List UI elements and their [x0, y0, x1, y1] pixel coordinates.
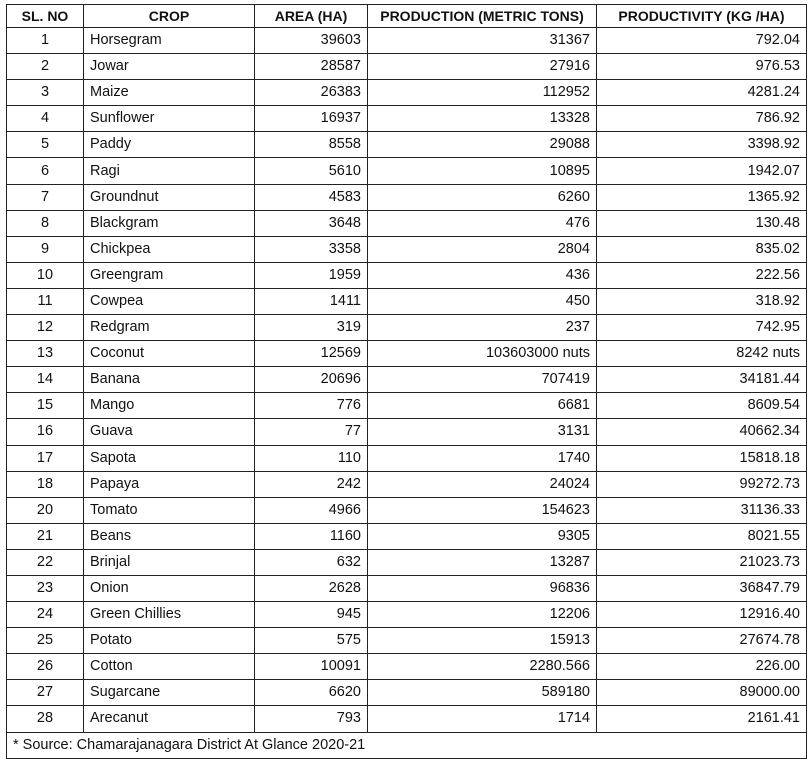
cell-area: 39603	[255, 28, 368, 54]
source-footnote: * Source: Chamarajanagara District At Glance 2020-21	[7, 732, 807, 758]
cell-productivity: 21023.73	[597, 549, 807, 575]
cell-crop: Sugarcane	[84, 680, 255, 706]
cell-productivity: 1942.07	[597, 158, 807, 184]
cell-production: 9305	[368, 523, 597, 549]
cell-production: 450	[368, 288, 597, 314]
cell-area: 575	[255, 628, 368, 654]
cell-productivity: 786.92	[597, 106, 807, 132]
cell-production: 1740	[368, 445, 597, 471]
cell-productivity: 226.00	[597, 654, 807, 680]
cell-sl-no: 18	[7, 471, 84, 497]
table-row	[7, 132, 807, 158]
cell-crop: Chickpea	[84, 236, 255, 262]
cell-sl-no: 23	[7, 575, 84, 601]
cell-crop: Tomato	[84, 497, 255, 523]
header-productivity: PRODUCTIVITY (KG /HA)	[597, 5, 807, 28]
cell-area: 945	[255, 602, 368, 628]
table-row	[7, 367, 807, 393]
table-header	[7, 5, 807, 28]
cell-production: 27916	[368, 54, 597, 80]
table-row	[7, 654, 807, 680]
cell-productivity: 2161.41	[597, 706, 807, 732]
cell-production: 13328	[368, 106, 597, 132]
cell-productivity: 99272.73	[597, 471, 807, 497]
cell-productivity: 8242 nuts	[597, 341, 807, 367]
cell-crop: Sapota	[84, 445, 255, 471]
cell-crop: Cotton	[84, 654, 255, 680]
cell-crop: Groundnut	[84, 184, 255, 210]
header-area: AREA (HA)	[255, 5, 368, 28]
cell-sl-no: 27	[7, 680, 84, 706]
cell-crop: Mango	[84, 393, 255, 419]
table-row	[7, 28, 807, 54]
cell-area: 4583	[255, 184, 368, 210]
cell-sl-no: 15	[7, 393, 84, 419]
table-row	[7, 419, 807, 445]
cell-production: 24024	[368, 471, 597, 497]
cell-productivity: 36847.79	[597, 575, 807, 601]
cell-crop: Onion	[84, 575, 255, 601]
cell-area: 6620	[255, 680, 368, 706]
cell-area: 1959	[255, 262, 368, 288]
cell-area: 4966	[255, 497, 368, 523]
cell-crop: Greengram	[84, 262, 255, 288]
cell-productivity: 318.92	[597, 288, 807, 314]
cell-sl-no: 5	[7, 132, 84, 158]
cell-sl-no: 25	[7, 628, 84, 654]
cell-productivity: 31136.33	[597, 497, 807, 523]
crop-statistics-table	[6, 4, 807, 759]
cell-productivity: 742.95	[597, 315, 807, 341]
table-row	[7, 445, 807, 471]
table-row	[7, 80, 807, 106]
cell-area: 319	[255, 315, 368, 341]
cell-production: 154623	[368, 497, 597, 523]
cell-productivity: 976.53	[597, 54, 807, 80]
cell-crop: Redgram	[84, 315, 255, 341]
table-row	[7, 341, 807, 367]
cell-area: 77	[255, 419, 368, 445]
cell-production: 13287	[368, 549, 597, 575]
header-production: PRODUCTION (METRIC TONS)	[368, 5, 597, 28]
cell-crop: Arecanut	[84, 706, 255, 732]
cell-crop: Guava	[84, 419, 255, 445]
cell-area: 28587	[255, 54, 368, 80]
cell-sl-no: 13	[7, 341, 84, 367]
cell-area: 16937	[255, 106, 368, 132]
cell-sl-no: 22	[7, 549, 84, 575]
table-footer	[7, 732, 807, 758]
cell-production: 12206	[368, 602, 597, 628]
cell-area: 2628	[255, 575, 368, 601]
cell-sl-no: 10	[7, 262, 84, 288]
cell-productivity: 40662.34	[597, 419, 807, 445]
cell-production: 476	[368, 210, 597, 236]
cell-crop: Beans	[84, 523, 255, 549]
table-row	[7, 628, 807, 654]
table-row	[7, 549, 807, 575]
table-row	[7, 106, 807, 132]
cell-production: 3131	[368, 419, 597, 445]
cell-crop: Ragi	[84, 158, 255, 184]
table-row	[7, 523, 807, 549]
cell-productivity: 8609.54	[597, 393, 807, 419]
cell-sl-no: 1	[7, 28, 84, 54]
table-row	[7, 471, 807, 497]
cell-sl-no: 26	[7, 654, 84, 680]
cell-crop: Green Chillies	[84, 602, 255, 628]
header-sl-no: SL. NO	[7, 5, 84, 28]
cell-productivity: 792.04	[597, 28, 807, 54]
cell-productivity: 222.56	[597, 262, 807, 288]
cell-sl-no: 2	[7, 54, 84, 80]
cell-sl-no: 21	[7, 523, 84, 549]
cell-area: 1160	[255, 523, 368, 549]
table-row	[7, 602, 807, 628]
cell-production: 15913	[368, 628, 597, 654]
cell-area: 632	[255, 549, 368, 575]
cell-area: 1411	[255, 288, 368, 314]
cell-crop: Papaya	[84, 471, 255, 497]
cell-production: 96836	[368, 575, 597, 601]
table-row	[7, 184, 807, 210]
table-row	[7, 158, 807, 184]
table-row	[7, 575, 807, 601]
table-row	[7, 236, 807, 262]
cell-area: 5610	[255, 158, 368, 184]
cell-sl-no: 3	[7, 80, 84, 106]
table-row	[7, 262, 807, 288]
cell-sl-no: 6	[7, 158, 84, 184]
cell-production: 1714	[368, 706, 597, 732]
cell-productivity: 1365.92	[597, 184, 807, 210]
cell-crop: Banana	[84, 367, 255, 393]
cell-area: 20696	[255, 367, 368, 393]
cell-production: 112952	[368, 80, 597, 106]
cell-productivity: 835.02	[597, 236, 807, 262]
table-row	[7, 54, 807, 80]
cell-sl-no: 7	[7, 184, 84, 210]
cell-productivity: 27674.78	[597, 628, 807, 654]
cell-sl-no: 12	[7, 315, 84, 341]
cell-productivity: 12916.40	[597, 602, 807, 628]
cell-productivity: 130.48	[597, 210, 807, 236]
cell-crop: Paddy	[84, 132, 255, 158]
header-crop: CROP	[84, 5, 255, 28]
header-row	[7, 5, 807, 28]
cell-production: 103603000 nuts	[368, 341, 597, 367]
cell-area: 10091	[255, 654, 368, 680]
cell-area: 242	[255, 471, 368, 497]
cell-sl-no: 17	[7, 445, 84, 471]
cell-sl-no: 11	[7, 288, 84, 314]
cell-production: 10895	[368, 158, 597, 184]
table-body	[7, 28, 807, 733]
cell-production: 6260	[368, 184, 597, 210]
cell-sl-no: 28	[7, 706, 84, 732]
table-row	[7, 393, 807, 419]
cell-crop: Brinjal	[84, 549, 255, 575]
cell-productivity: 3398.92	[597, 132, 807, 158]
cell-crop: Maize	[84, 80, 255, 106]
cell-area: 26383	[255, 80, 368, 106]
cell-sl-no: 20	[7, 497, 84, 523]
table-row	[7, 210, 807, 236]
cell-sl-no: 24	[7, 602, 84, 628]
cell-production: 589180	[368, 680, 597, 706]
table-row	[7, 680, 807, 706]
cell-productivity: 15818.18	[597, 445, 807, 471]
cell-area: 8558	[255, 132, 368, 158]
cell-crop: Sunflower	[84, 106, 255, 132]
cell-crop: Blackgram	[84, 210, 255, 236]
table-row	[7, 288, 807, 314]
cell-productivity: 34181.44	[597, 367, 807, 393]
table-row	[7, 315, 807, 341]
cell-area: 110	[255, 445, 368, 471]
cell-sl-no: 9	[7, 236, 84, 262]
cell-crop: Horsegram	[84, 28, 255, 54]
cell-sl-no: 16	[7, 419, 84, 445]
footnote-row	[7, 732, 807, 758]
cell-crop: Jowar	[84, 54, 255, 80]
cell-production: 237	[368, 315, 597, 341]
cell-sl-no: 14	[7, 367, 84, 393]
cell-production: 707419	[368, 367, 597, 393]
cell-productivity: 8021.55	[597, 523, 807, 549]
cell-sl-no: 4	[7, 106, 84, 132]
table-row	[7, 497, 807, 523]
table-row	[7, 706, 807, 732]
cell-production: 2804	[368, 236, 597, 262]
cell-crop: Cowpea	[84, 288, 255, 314]
cell-production: 2280.566	[368, 654, 597, 680]
cell-productivity: 89000.00	[597, 680, 807, 706]
cell-sl-no: 8	[7, 210, 84, 236]
cell-area: 793	[255, 706, 368, 732]
cell-area: 12569	[255, 341, 368, 367]
cell-production: 436	[368, 262, 597, 288]
cell-area: 3358	[255, 236, 368, 262]
cell-area: 776	[255, 393, 368, 419]
cell-production: 31367	[368, 28, 597, 54]
cell-area: 3648	[255, 210, 368, 236]
cell-production: 29088	[368, 132, 597, 158]
cell-crop: Coconut	[84, 341, 255, 367]
cell-crop: Potato	[84, 628, 255, 654]
cell-productivity: 4281.24	[597, 80, 807, 106]
cell-production: 6681	[368, 393, 597, 419]
